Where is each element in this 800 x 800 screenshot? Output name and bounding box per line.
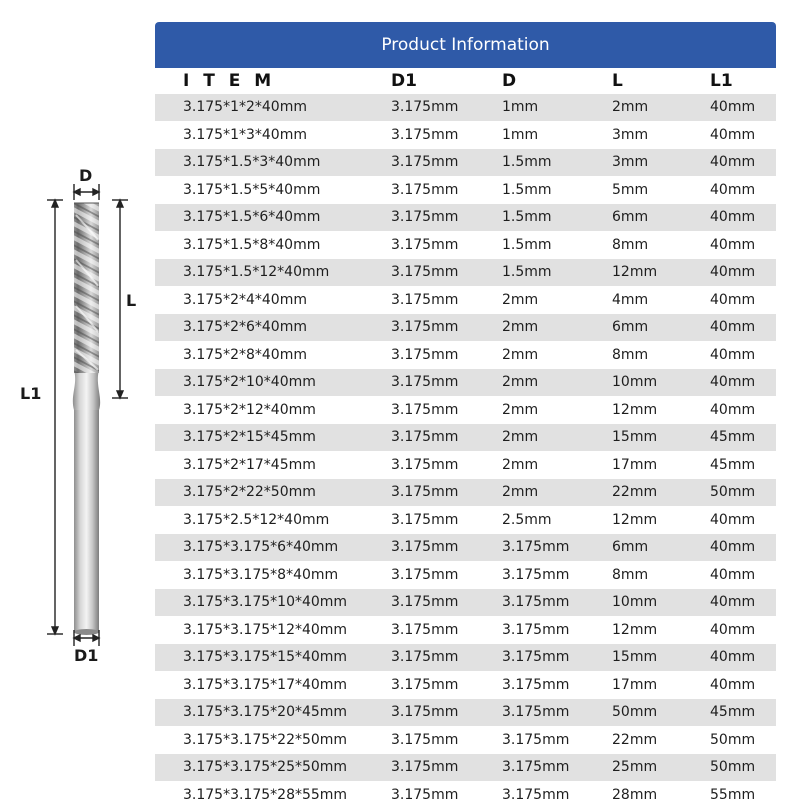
cell-d: 3.175mm xyxy=(474,754,584,782)
cell-d1: 3.175mm xyxy=(363,451,474,479)
cell-item: 3.175*1.5*8*40mm xyxy=(155,231,363,259)
cell-item: 3.175*3.175*28*55mm xyxy=(155,781,363,800)
cell-l: 15mm xyxy=(584,424,682,452)
cell-l1: 40mm xyxy=(682,589,776,617)
cell-l: 4mm xyxy=(584,286,682,314)
table-row xyxy=(155,781,776,800)
cell-d1: 3.175mm xyxy=(363,726,474,754)
cell-l1: 40mm xyxy=(682,644,776,672)
cell-d: 2mm xyxy=(474,479,584,507)
tool-shank xyxy=(74,410,99,632)
cell-l1: 40mm xyxy=(682,121,776,149)
cell-d1: 3.175mm xyxy=(363,204,474,232)
cell-d1: 3.175mm xyxy=(363,424,474,452)
cell-l: 22mm xyxy=(584,479,682,507)
cell-item: 3.175*1*3*40mm xyxy=(155,121,363,149)
cell-d: 2mm xyxy=(474,369,584,397)
cell-d1: 3.175mm xyxy=(363,286,474,314)
dimension-d xyxy=(74,184,99,200)
cell-d1: 3.175mm xyxy=(363,506,474,534)
cell-l1: 50mm xyxy=(682,754,776,782)
cell-d1: 3.175mm xyxy=(363,534,474,562)
cell-d: 3.175mm xyxy=(474,699,584,727)
cell-l: 8mm xyxy=(584,231,682,259)
cell-l1: 50mm xyxy=(682,479,776,507)
cell-l: 6mm xyxy=(584,204,682,232)
cell-item: 3.175*3.175*17*40mm xyxy=(155,671,363,699)
cell-d: 2mm xyxy=(474,341,584,369)
cell-l: 8mm xyxy=(584,561,682,589)
cell-d: 3.175mm xyxy=(474,561,584,589)
cell-item: 3.175*2*6*40mm xyxy=(155,314,363,342)
cell-d1: 3.175mm xyxy=(363,644,474,672)
cell-item: 3.175*3.175*10*40mm xyxy=(155,589,363,617)
table-body xyxy=(155,94,776,800)
cell-l: 2mm xyxy=(584,94,682,121)
cell-item: 3.175*1.5*12*40mm xyxy=(155,259,363,287)
cell-item: 3.175*2*15*45mm xyxy=(155,424,363,452)
cell-d: 3.175mm xyxy=(474,671,584,699)
cell-item: 3.175*3.175*15*40mm xyxy=(155,644,363,672)
cell-l: 22mm xyxy=(584,726,682,754)
cell-l: 28mm xyxy=(584,781,682,800)
table-row xyxy=(155,149,776,177)
cell-item: 3.175*2.5*12*40mm xyxy=(155,506,363,534)
cell-d1: 3.175mm xyxy=(363,176,474,204)
cell-d: 3.175mm xyxy=(474,589,584,617)
cell-item: 3.175*3.175*8*40mm xyxy=(155,561,363,589)
table-row xyxy=(155,699,776,727)
table-row xyxy=(155,451,776,479)
cell-d1: 3.175mm xyxy=(363,94,474,121)
cell-l1: 40mm xyxy=(682,231,776,259)
cell-d: 1mm xyxy=(474,94,584,121)
cell-d1: 3.175mm xyxy=(363,369,474,397)
cell-d: 2mm xyxy=(474,424,584,452)
table-row xyxy=(155,589,776,617)
cell-l1: 40mm xyxy=(682,341,776,369)
cell-item: 3.175*3.175*22*50mm xyxy=(155,726,363,754)
table-row xyxy=(155,341,776,369)
spec-table xyxy=(155,68,776,800)
cell-l1: 40mm xyxy=(682,176,776,204)
cell-l1: 40mm xyxy=(682,534,776,562)
table-row xyxy=(155,314,776,342)
cell-d1: 3.175mm xyxy=(363,396,474,424)
cell-d: 1.5mm xyxy=(474,176,584,204)
cell-l: 5mm xyxy=(584,176,682,204)
cell-d1: 3.175mm xyxy=(363,616,474,644)
cell-d1: 3.175mm xyxy=(363,259,474,287)
table-row xyxy=(155,506,776,534)
cell-l: 12mm xyxy=(584,616,682,644)
cell-l: 50mm xyxy=(584,699,682,727)
cell-l: 15mm xyxy=(584,644,682,672)
table-row xyxy=(155,259,776,287)
cell-d1: 3.175mm xyxy=(363,699,474,727)
table-row xyxy=(155,121,776,149)
table-row xyxy=(155,644,776,672)
table-row xyxy=(155,176,776,204)
cell-d1: 3.175mm xyxy=(363,479,474,507)
cell-d: 3.175mm xyxy=(474,616,584,644)
table-row xyxy=(155,726,776,754)
cell-d: 2mm xyxy=(474,396,584,424)
panel-title: Product Information xyxy=(155,22,776,68)
column-header-d: D xyxy=(474,68,584,94)
cell-l1: 55mm xyxy=(682,781,776,800)
table-row xyxy=(155,94,776,121)
cell-d: 1mm xyxy=(474,121,584,149)
cell-l: 10mm xyxy=(584,369,682,397)
label-l: L xyxy=(126,291,137,310)
table-row xyxy=(155,231,776,259)
cell-d: 2mm xyxy=(474,314,584,342)
dimension-l1 xyxy=(47,200,63,634)
cell-item: 3.175*2*10*40mm xyxy=(155,369,363,397)
cell-item: 3.175*2*12*40mm xyxy=(155,396,363,424)
label-l1: L1 xyxy=(20,384,42,403)
cell-d1: 3.175mm xyxy=(363,671,474,699)
cell-d: 2mm xyxy=(474,451,584,479)
cell-d1: 3.175mm xyxy=(363,754,474,782)
cell-d: 2.5mm xyxy=(474,506,584,534)
cell-l: 6mm xyxy=(584,314,682,342)
cell-l: 12mm xyxy=(584,396,682,424)
table-row xyxy=(155,204,776,232)
cell-item: 3.175*1.5*6*40mm xyxy=(155,204,363,232)
cell-l: 3mm xyxy=(584,149,682,177)
cell-d: 1.5mm xyxy=(474,231,584,259)
table-row xyxy=(155,286,776,314)
column-header-item: I T E M xyxy=(155,68,363,94)
table-row xyxy=(155,671,776,699)
cell-l: 12mm xyxy=(584,506,682,534)
table-row xyxy=(155,396,776,424)
cell-l1: 40mm xyxy=(682,369,776,397)
cell-d: 3.175mm xyxy=(474,726,584,754)
cell-l1: 45mm xyxy=(682,451,776,479)
cell-l: 8mm xyxy=(584,341,682,369)
table-row xyxy=(155,534,776,562)
cell-l: 10mm xyxy=(584,589,682,617)
cell-l1: 40mm xyxy=(682,616,776,644)
cell-d: 1.5mm xyxy=(474,149,584,177)
tool-diagram xyxy=(0,0,160,800)
cell-item: 3.175*3.175*25*50mm xyxy=(155,754,363,782)
cell-d1: 3.175mm xyxy=(363,121,474,149)
label-d: D xyxy=(79,166,93,185)
column-header-l1: L1 xyxy=(682,68,776,94)
table-row xyxy=(155,369,776,397)
cell-d1: 3.175mm xyxy=(363,231,474,259)
table-row xyxy=(155,616,776,644)
cell-d1: 3.175mm xyxy=(363,149,474,177)
cell-d1: 3.175mm xyxy=(363,561,474,589)
cell-d1: 3.175mm xyxy=(363,314,474,342)
product-info-panel xyxy=(155,22,776,800)
cell-l: 17mm xyxy=(584,451,682,479)
cell-l1: 40mm xyxy=(682,286,776,314)
cell-l1: 40mm xyxy=(682,314,776,342)
cell-item: 3.175*2*8*40mm xyxy=(155,341,363,369)
table-row xyxy=(155,561,776,589)
cell-l1: 40mm xyxy=(682,259,776,287)
cell-l1: 40mm xyxy=(682,506,776,534)
cell-item: 3.175*2*22*50mm xyxy=(155,479,363,507)
cell-item: 3.175*1.5*3*40mm xyxy=(155,149,363,177)
cell-item: 3.175*3.175*6*40mm xyxy=(155,534,363,562)
cell-l: 12mm xyxy=(584,259,682,287)
cell-d: 3.175mm xyxy=(474,534,584,562)
label-d1: D1 xyxy=(74,646,99,665)
shank-end xyxy=(74,629,99,635)
cell-item: 3.175*2*17*45mm xyxy=(155,451,363,479)
cell-item: 3.175*1*2*40mm xyxy=(155,94,363,121)
cell-l1: 40mm xyxy=(682,204,776,232)
table-row xyxy=(155,424,776,452)
cell-item: 3.175*2*4*40mm xyxy=(155,286,363,314)
cell-l: 6mm xyxy=(584,534,682,562)
cell-l1: 40mm xyxy=(682,561,776,589)
cell-d: 1.5mm xyxy=(474,204,584,232)
cell-l: 3mm xyxy=(584,121,682,149)
cell-item: 3.175*3.175*12*40mm xyxy=(155,616,363,644)
cell-l1: 50mm xyxy=(682,726,776,754)
cell-l1: 45mm xyxy=(682,699,776,727)
cell-d: 3.175mm xyxy=(474,644,584,672)
cell-d: 1.5mm xyxy=(474,259,584,287)
cell-l1: 40mm xyxy=(682,94,776,121)
cell-l1: 45mm xyxy=(682,424,776,452)
cell-l: 17mm xyxy=(584,671,682,699)
cell-d1: 3.175mm xyxy=(363,781,474,800)
cell-l: 25mm xyxy=(584,754,682,782)
cell-d: 3.175mm xyxy=(474,781,584,800)
cell-item: 3.175*3.175*20*45mm xyxy=(155,699,363,727)
cell-l1: 40mm xyxy=(682,671,776,699)
cell-d1: 3.175mm xyxy=(363,341,474,369)
table-row xyxy=(155,479,776,507)
cell-d1: 3.175mm xyxy=(363,589,474,617)
flute-transition xyxy=(73,370,100,410)
table-row xyxy=(155,754,776,782)
cell-d: 2mm xyxy=(474,286,584,314)
cell-l1: 40mm xyxy=(682,149,776,177)
cutting-flutes xyxy=(74,203,99,373)
column-header-l: L xyxy=(584,68,682,94)
cell-l1: 40mm xyxy=(682,396,776,424)
column-header-d1: D1 xyxy=(363,68,474,94)
cell-item: 3.175*1.5*5*40mm xyxy=(155,176,363,204)
table-header-row xyxy=(155,68,776,94)
